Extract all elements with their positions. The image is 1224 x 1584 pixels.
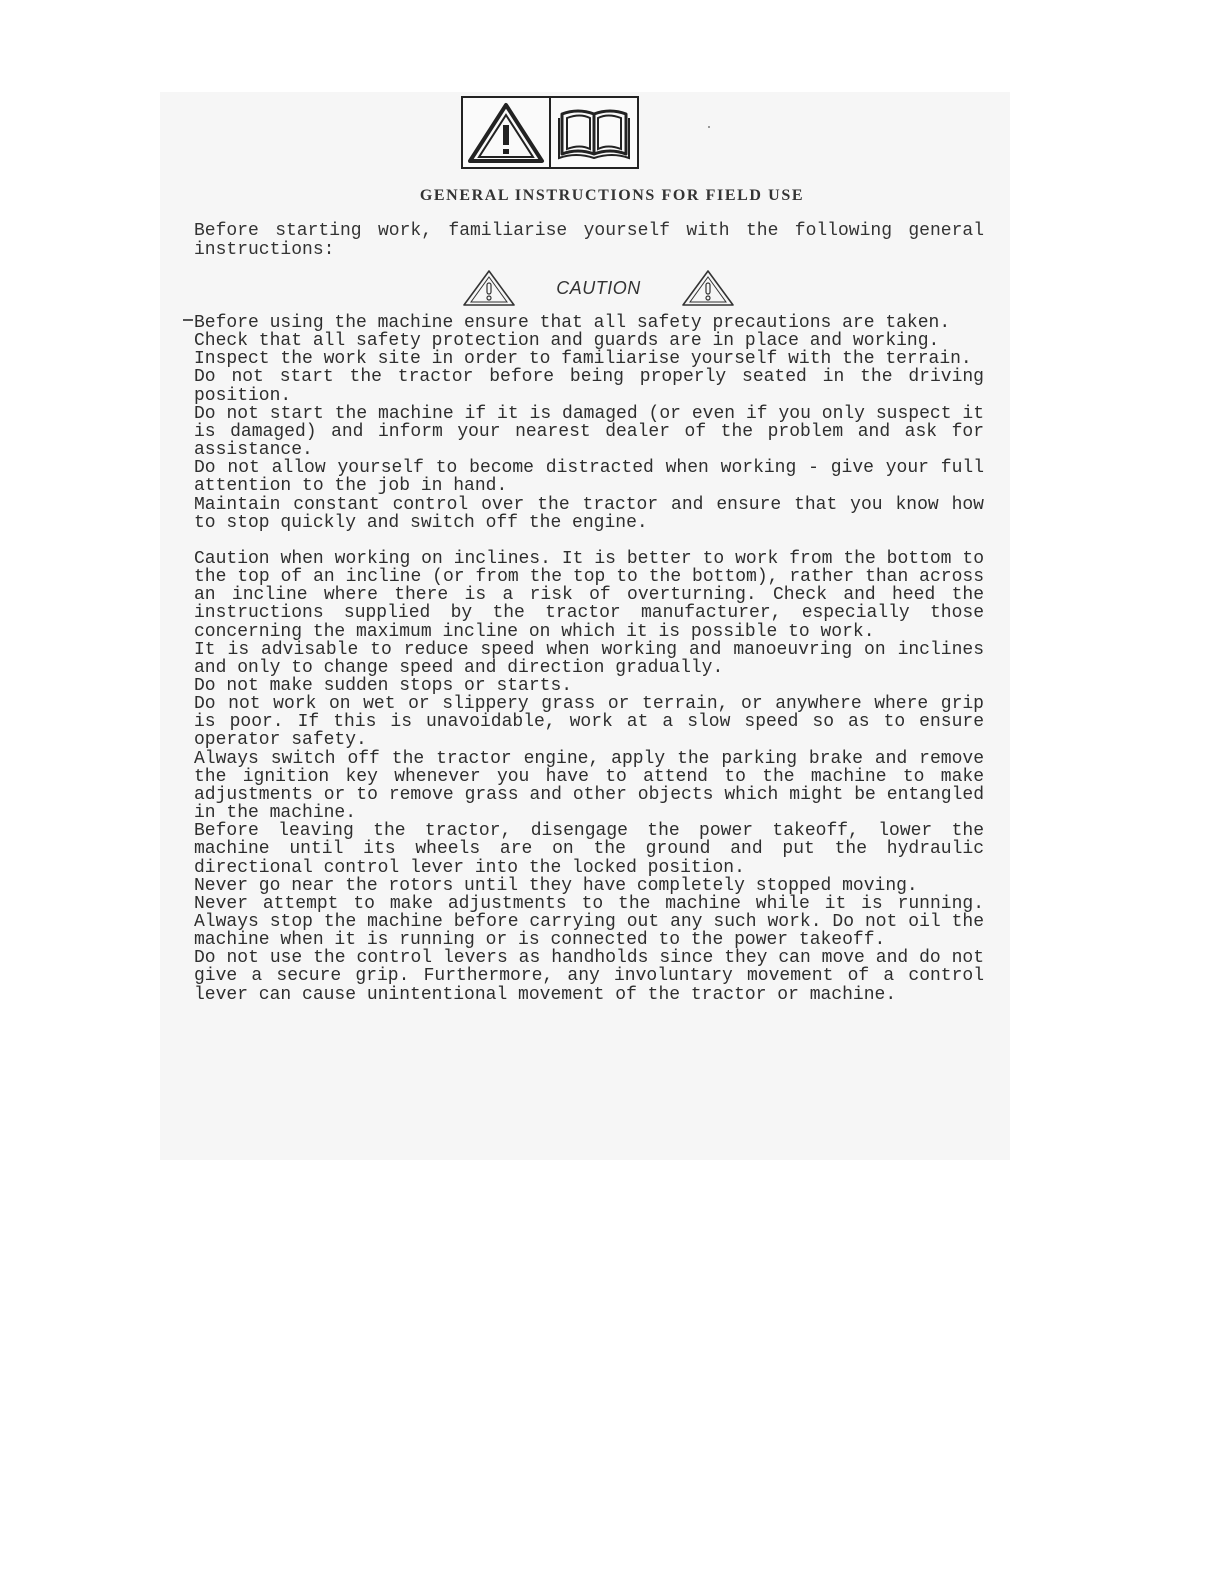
page-title: GENERAL INSTRUCTIONS FOR FIELD USE (419, 187, 805, 204)
instruction-item: Never go near the rotors until they have completely stopped moving. (194, 875, 918, 896)
instruction-item: Maintain constant control over the tractor and ensure that you know how to stop quickly and switch off the engine. (194, 494, 984, 533)
instruction-item: Check that all safety protection and guards are in place and working. (194, 331, 940, 352)
instruction-item: Before leaving the tractor, disengage the power takeoff, lower the machine until its wheels are on the ground and put the hydraulic directional control lever into the locked position. (194, 821, 984, 878)
instruction-item: Do not work on wet or slippery grass or terrain, or anywhere where grip is poor. If this is unavoidable, work at a slow speed so as to ensure operator safety. (194, 694, 984, 751)
scan-speck (708, 126, 710, 128)
instruction-item: Do not start the tractor before being properly seated in the driving position. (194, 367, 984, 406)
caution-banner (461, 268, 736, 308)
instruction-item: Never attempt to make adjustments to the machine while it is running. Always stop the machine before carrying out any such work. Do not oil the machine when it is running or is connected to the power takeoff. (194, 893, 984, 951)
instruction-item: Do not start the machine if it is damaged (or even if you only suspect it is damaged) and inform your nearest dealer of the problem and ask for assistance. (194, 403, 984, 461)
warning-symbol-box (461, 96, 551, 169)
instruction-item: Before using the machine ensure that all safety precautions are taken. (194, 313, 951, 333)
manual-symbol-box (551, 96, 639, 169)
pen-stroke-mark (183, 319, 193, 321)
instruction-item: Inspect the work site in order to familiarise yourself with the terrain. (194, 349, 972, 370)
safety-symbol-header (461, 96, 639, 169)
instruction-item: Do not use the control levers as handholds since they can move and do not give a secure grip. Furthermore, any involuntary movement of a control lever can cause unintentional movement of the tractor or machine. (194, 948, 984, 1005)
caution-left-warning-icon (461, 268, 517, 308)
manual-book-icon (556, 104, 632, 162)
instruction-item: Caution when working on inclines. It is better to work from the bottom to the top of an incline (or from the top to the bottom), rather than across an incline where there is a risk of overturning. Check and heed the instructions supplied by the tractor manufacturer, especially those concerning the maximum incline on which it is possible to work. (194, 548, 984, 642)
caution-label: CAUTION (556, 277, 641, 298)
intro-paragraph: Before starting work, familiarise yourself with the following general instructions: (194, 221, 984, 260)
warning-triangle-icon (467, 101, 545, 165)
caution-right-warning-icon (680, 268, 736, 308)
instruction-item: It is advisable to reduce speed when working and manoeuvring on inclines and only to change speed and direction gradually. (194, 639, 984, 678)
instruction-item: Do not allow yourself to become distracted when working - give your full attention to the job in hand. (194, 458, 984, 497)
instruction-list (194, 314, 984, 1004)
instruction-item: Always switch off the tractor engine, apply the parking brake and remove the ignition key whenever you have to attend to the machine to make adjustments or to remove grass and other objects which might be entangled in the machine. (194, 748, 984, 824)
instruction-item: Do not make sudden stops or starts. (194, 675, 573, 696)
